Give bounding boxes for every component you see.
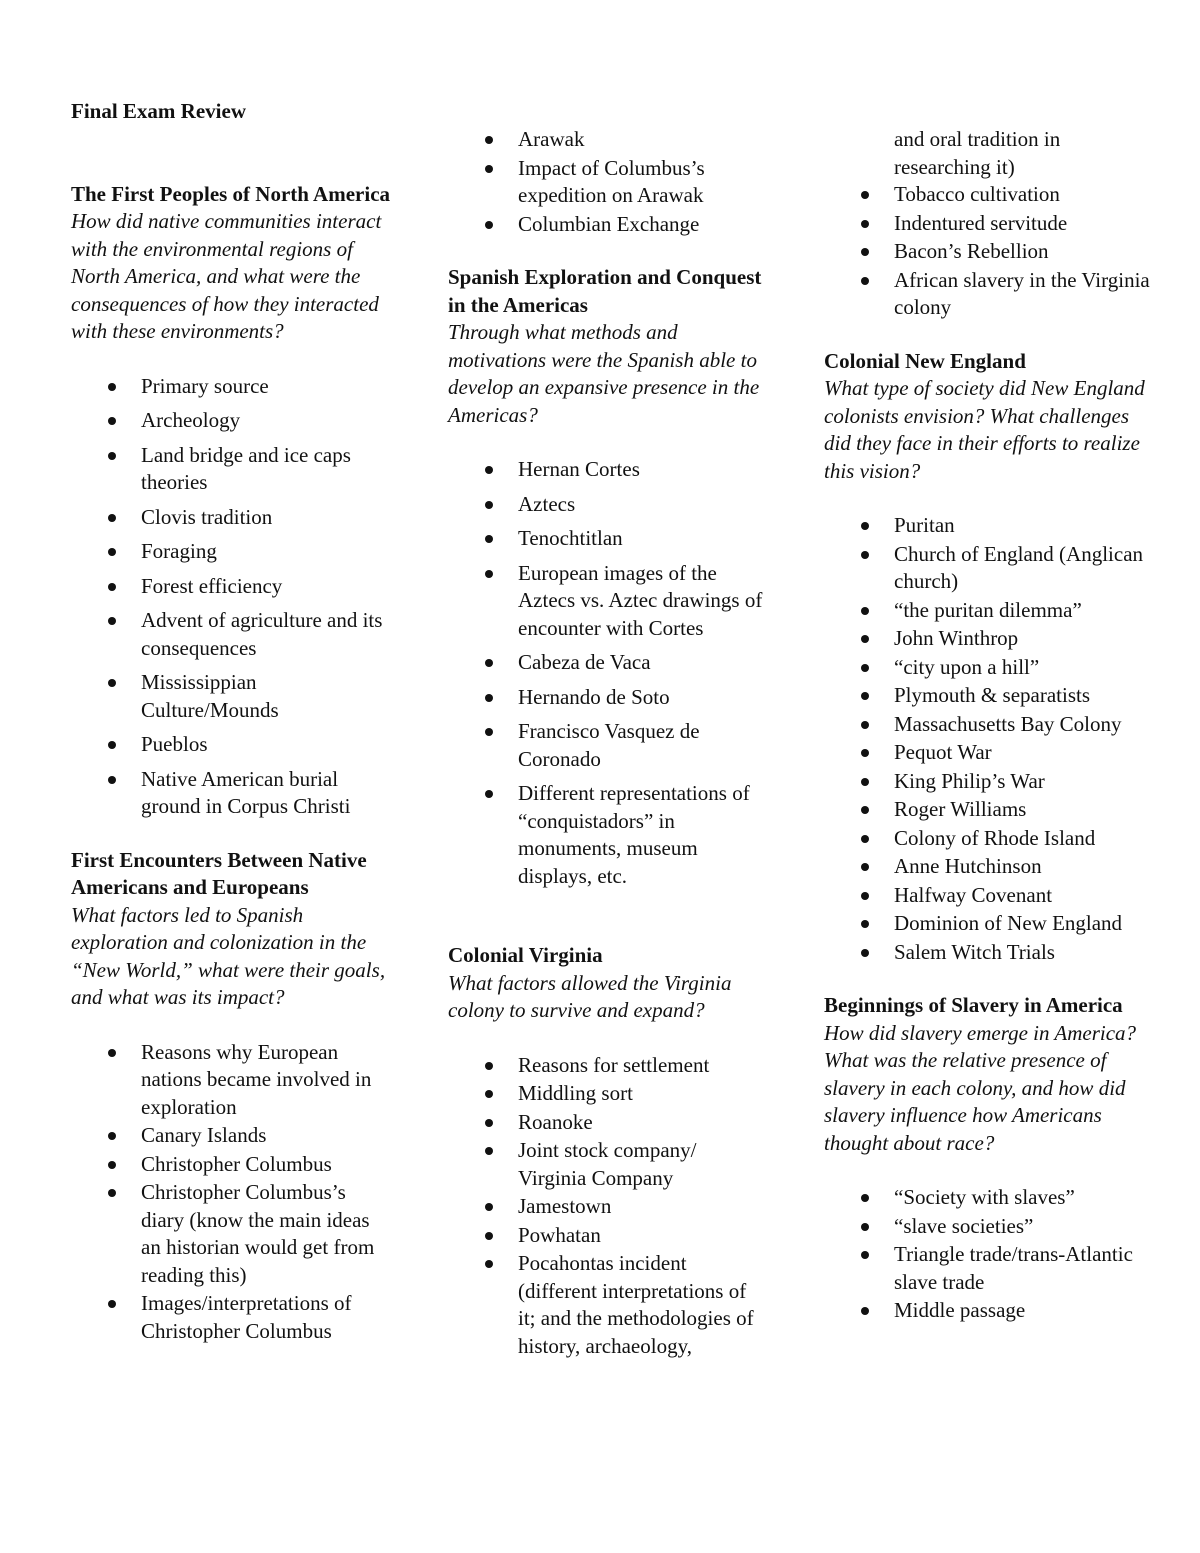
list-item: Middling sort [448,1080,768,1108]
section-question: What factors led to Spanish exploration and colonization in the “New World,” what were their goals, and what was its impact? [71,902,386,1009]
list-item: King Philip’s War [824,768,1154,796]
list-item: Primary source [71,373,391,401]
bullet-icon [861,277,869,285]
bullet-list [824,1184,1154,1325]
bullet-icon [108,1189,116,1197]
bullet-icon [108,1300,116,1308]
list-item: Middle passage [824,1297,1154,1325]
list-item: Aztecs [448,491,768,519]
list-item: Pueblos [71,731,391,759]
bullet-icon [861,1194,869,1202]
list-item: Foraging [71,538,391,566]
bullet-icon [108,1049,116,1057]
list-item: John Winthrop [824,625,1154,653]
section-question: What factors allowed the Virginia colony to survive and expand? [448,970,732,1022]
section-title: Beginnings of Slavery in America [824,993,1123,1017]
bullet-icon [108,1161,116,1169]
bullet-icon [485,535,493,543]
list-item: Tobacco cultivation [824,181,1154,209]
bullet-icon [861,220,869,228]
bullet-icon [108,679,116,687]
bullet-icon [108,617,116,625]
section-title: The First Peoples of North America [71,181,391,206]
list-item: Archeology [71,407,391,435]
section-title: Colonial New England [824,348,1026,373]
bullet-list [448,126,768,238]
list-item: Hernan Cortes [448,456,768,484]
section-beginnings-slavery [824,992,1154,1325]
section-question: How did slavery emerge in America? What was the relative presence of slavery in each colony, and how did slavery influence how Americans thought about race? [824,1020,1137,1155]
list-item: Cabeza de Vaca [448,649,768,677]
bullet-icon [861,1223,869,1231]
section-colonial-virginia-continued [824,126,1154,322]
bullet-icon [861,664,869,672]
bullet-icon [861,749,869,757]
section-first-encounters-continued [448,126,768,238]
bullet-icon [861,551,869,559]
list-item: African slavery in the Virginia colony [824,267,1154,322]
column-3 [824,126,1154,1351]
list-item: Christopher Columbus’s diary (know the main ideas an historian would get from reading this) [71,1179,391,1289]
list-item: Advent of agriculture and its consequences [71,607,391,662]
bullet-icon [485,165,493,173]
bullet-list [71,1039,391,1346]
bullet-icon [861,1307,869,1315]
list-item: Roger Williams [824,796,1154,824]
list-item: Tenochtitlan [448,525,768,553]
list-item: Columbian Exchange [448,211,768,239]
list-item: Puritan [824,512,1154,540]
bullet-icon [485,694,493,702]
bullet-icon [861,692,869,700]
bullet-icon [108,741,116,749]
column-1 [71,98,391,1371]
bullet-icon [108,548,116,556]
bullet-icon [485,221,493,229]
list-item: Mississippian Culture/Mounds [71,669,391,724]
list-item: Reasons for settlement [448,1052,768,1080]
section-question: How did native communities interact with the environmental regions of North America, and what were the consequences of how they interacted with these environments? [71,209,382,343]
bullet-icon [861,863,869,871]
section-title: First Encounters Between Native Americans and Europeans [71,847,367,899]
list-item: Forest efficiency [71,573,391,601]
list-item: Dominion of New England [824,910,1154,938]
bullet-icon [861,721,869,729]
bullet-list [71,373,391,821]
section-colonial-virginia [448,942,768,1360]
document-title: Final Exam Review [71,99,246,123]
bullet-icon [485,790,493,798]
list-item: “city upon a hill” [824,654,1154,682]
bullet-icon [485,1147,493,1155]
list-item: Massachusetts Bay Colony [824,711,1154,739]
bullet-icon [485,1090,493,1098]
list-item: Anne Hutchinson [824,853,1154,881]
list-item: Pocahontas incident (different interpretations of it; and the methodologies of history, archaeology, [448,1250,768,1360]
list-item: Plymouth & separatists [824,682,1154,710]
bullet-icon [861,920,869,928]
list-item-continuation: and oral tradition in researching it) [894,127,1061,179]
bullet-icon [485,1062,493,1070]
bullet-icon [861,635,869,643]
list-item: Powhatan [448,1222,768,1250]
bullet-icon [485,466,493,474]
bullet-icon [485,501,493,509]
list-item: Jamestown [448,1193,768,1221]
bullet-icon [861,835,869,843]
bullet-icon [108,452,116,460]
list-item: Triangle trade/trans-Atlantic slave trade [824,1241,1154,1296]
bullet-icon [861,1251,869,1259]
list-item: Clovis tradition [71,504,391,532]
bullet-icon [861,522,869,530]
bullet-icon [108,383,116,391]
list-item: Pequot War [824,739,1154,767]
list-item: “slave societies” [824,1213,1154,1241]
list-item: Colony of Rhode Island [824,825,1154,853]
list-item: Canary Islands [71,1122,391,1150]
section-title: Spanish Exploration and Conquest in the Americas [448,265,762,317]
list-item: Joint stock company/ Virginia Company [448,1137,768,1192]
list-item: Arawak [448,126,768,154]
bullet-icon [108,583,116,591]
bullet-icon [108,776,116,784]
bullet-icon [108,1132,116,1140]
bullet-list [824,181,1154,322]
bullet-icon [108,417,116,425]
list-item: Reasons why European nations became involved in exploration [71,1039,391,1122]
section-question: What type of society did New England colonists envision? What challenges did they face in their efforts to realize this vision? [824,376,1145,483]
bullet-list [448,456,768,890]
bullet-icon [485,1260,493,1268]
bullet-icon [485,136,493,144]
list-item: “Society with slaves” [824,1184,1154,1212]
bullet-icon [485,1119,493,1127]
section-first-encounters [71,847,391,1346]
bullet-icon [485,728,493,736]
list-item: Bacon’s Rebellion [824,238,1154,266]
bullet-icon [485,659,493,667]
bullet-icon [861,892,869,900]
section-title: Colonial Virginia [448,943,603,967]
list-item: Native American burial ground in Corpus Christi [71,766,391,821]
list-item: European images of the Aztecs vs. Aztec drawings of encounter with Cortes [448,560,768,643]
list-item: Christopher Columbus [71,1151,391,1179]
bullet-icon [485,1203,493,1211]
bullet-icon [861,248,869,256]
bullet-list [448,1052,768,1361]
list-item: Roanoke [448,1109,768,1137]
bullet-icon [108,514,116,522]
list-item: Land bridge and ice caps theories [71,442,391,497]
bullet-icon [861,607,869,615]
bullet-icon [861,191,869,199]
list-item: Francisco Vasquez de Coronado [448,718,768,773]
bullet-icon [861,806,869,814]
list-item: Impact of Columbus’s expedition on Arawak [448,155,768,210]
list-item: Salem Witch Trials [824,939,1154,967]
list-item: Church of England (Anglican church) [824,541,1154,596]
list-item: Different representations of “conquistadors” in monuments, museum displays, etc. [448,780,768,890]
list-item: Halfway Covenant [824,882,1154,910]
section-colonial-new-england [824,348,1154,967]
section-question: Through what methods and motivations were the Spanish able to develop an expansive presence in the Americas? [448,320,760,427]
list-item: “the puritan dilemma” [824,597,1154,625]
column-2 [448,126,768,1386]
bullet-list [824,512,1154,966]
bullet-icon [485,1232,493,1240]
list-item: Hernando de Soto [448,684,768,712]
bullet-icon [485,570,493,578]
list-item: Indentured servitude [824,210,1154,238]
section-spanish-exploration [448,264,768,890]
bullet-icon [861,949,869,957]
section-first-peoples [71,181,391,821]
bullet-icon [861,778,869,786]
list-item: Images/interpretations of Christopher Columbus [71,1290,391,1345]
